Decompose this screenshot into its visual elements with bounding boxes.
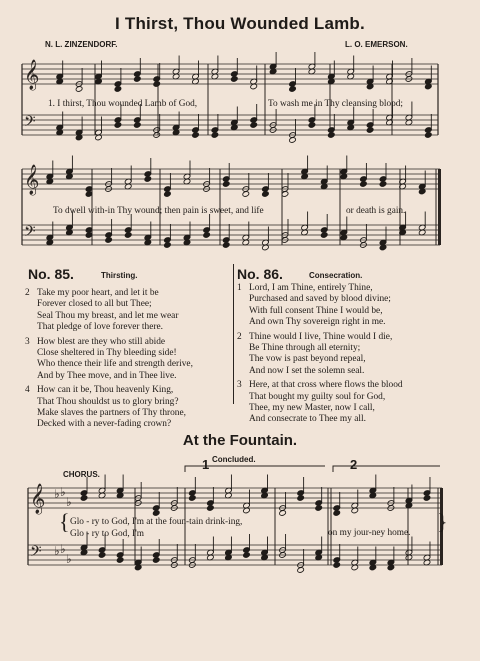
note-head — [333, 562, 341, 569]
hymn-86-subtitle: Consecration. — [309, 271, 363, 280]
verse-line: Take my poor heart, and let it be — [37, 288, 159, 298]
verse — [25, 337, 230, 383]
final-bar — [438, 169, 441, 245]
chorus-lyric-2: Glo - ry to God, I'm — [70, 529, 144, 539]
note-head — [279, 510, 287, 517]
lyric-line-1-right: To wash me in Thy cleansing blood; — [268, 99, 403, 109]
note-head — [289, 86, 297, 93]
flat-icon: ♭ — [66, 495, 72, 509]
verse-line: Lord, I am Thine, entirely Thine, — [249, 283, 373, 293]
verse-number: 4 — [25, 385, 30, 396]
verse-line: And own Thy sovereign right in me. — [249, 317, 386, 328]
verse-number: 2 — [237, 331, 242, 342]
note-head — [250, 122, 258, 129]
hymn-85-verses — [25, 288, 230, 434]
flat-icon: ♭ — [54, 544, 60, 558]
music-system-3 — [0, 458, 480, 648]
note-head — [297, 495, 305, 502]
note-head — [320, 232, 328, 239]
hymn-86-verses — [237, 283, 452, 429]
bass-clef-icon: 𝄢 — [24, 113, 36, 134]
note-head — [164, 242, 172, 249]
note-head — [425, 132, 433, 139]
verse — [237, 380, 452, 426]
verse-number: 2 — [25, 288, 30, 298]
flat-icon: ♭ — [60, 542, 66, 556]
note-head — [297, 567, 305, 574]
note-head — [192, 132, 200, 139]
verse-line: And now I set the solemn seal. — [249, 365, 365, 376]
lyric-brace-right: } — [437, 509, 448, 534]
verse-line: Who thence their life and strength derive, — [37, 359, 193, 370]
hymn-2-title: At the Fountain. — [182, 432, 298, 449]
chorus-lyric-3: on my jour-ney home. — [328, 528, 411, 538]
note-head — [116, 557, 124, 564]
treble-clef-icon: 𝄞 — [24, 60, 40, 90]
verse-line: Seal Thou my breast, and let me wear — [37, 310, 179, 321]
note-head — [211, 132, 219, 139]
note-head — [222, 242, 230, 249]
note-head — [360, 181, 368, 188]
lyric-line-2-left: To dwell with-in Thy wound; then pain is sweet, and life — [53, 206, 264, 216]
hymn-85-subtitle: Thirsting. — [101, 271, 138, 280]
treble-clef-icon: 𝄞 — [24, 165, 40, 195]
note-head — [164, 191, 172, 198]
verse-line: With full consent Thine I would be, — [249, 305, 383, 316]
note-head — [308, 122, 316, 129]
note-head — [98, 552, 106, 559]
verse-line: The vow is past beyond repeal, — [249, 354, 366, 365]
chorus-label: CHORUS. — [63, 470, 100, 479]
verse-line: Make slaves the partners of Thy throne, — [37, 408, 187, 419]
verse — [25, 288, 230, 334]
note-head — [262, 191, 270, 198]
hymn-title: I Thirst, Thou Wounded Lamb. — [115, 14, 365, 33]
verse-line: Thee, my new Master, now I call, — [249, 403, 375, 414]
note-head — [153, 81, 161, 88]
note-head — [222, 181, 230, 188]
composer-credit: L. O. EMERSON. — [345, 40, 408, 49]
note-head — [315, 505, 323, 512]
verse-line: Here, at that cross where flows the blood — [249, 380, 403, 391]
verse-number: 1 — [237, 283, 242, 293]
note-head — [124, 232, 132, 239]
verse-line: That bought my guilty soul for God, — [249, 391, 386, 402]
verse-line: Forever closed to all but Thee; — [37, 299, 152, 310]
note-head — [80, 495, 88, 502]
verse-line: Be Thine through all eternity; — [249, 343, 361, 354]
note-head — [423, 495, 431, 502]
treble-clef-icon: 𝄞 — [30, 484, 46, 514]
flat-icon: ♭ — [54, 487, 60, 501]
verse-line: How blest are they who still abide — [37, 336, 166, 347]
verse-number: 3 — [237, 380, 242, 391]
note-head — [333, 510, 341, 517]
note-head — [379, 181, 387, 188]
column-divider — [233, 264, 234, 404]
flat-icon: ♭ — [66, 552, 72, 566]
note-head — [203, 232, 211, 239]
note-head — [134, 76, 142, 83]
concluded-label: Concluded. — [212, 455, 256, 464]
verse-number: 3 — [25, 336, 30, 347]
bass-clef-icon: 𝄢 — [24, 223, 36, 244]
note-head — [189, 495, 197, 502]
chorus-lyric-1: Glo - ry to God, I'm at the foun-tain drink-ing, — [70, 517, 243, 527]
note-head — [243, 552, 251, 559]
note-head — [289, 137, 297, 144]
second-ending-number: 2 — [350, 457, 358, 472]
note-head — [75, 86, 83, 93]
note-head — [152, 510, 160, 517]
hymn-85-number: No. 85. — [28, 266, 74, 282]
note-head — [114, 86, 122, 93]
verse-line: Close sheltered in Thy bleeding side! — [37, 348, 177, 359]
verse — [237, 332, 452, 378]
note-head — [105, 237, 113, 244]
note-head — [134, 122, 142, 129]
verse-line: Decked with a never-fading crown? — [37, 419, 172, 430]
note-head — [242, 191, 250, 198]
note-head — [114, 122, 122, 129]
lyricist-credit: N. L. ZINZENDORF. — [45, 40, 118, 49]
bass-clef-icon: 𝄢 — [30, 543, 42, 564]
lyric-line-2-right: or death is gain. — [346, 206, 406, 216]
verse-line: And by Thee move, and in Thee live. — [37, 370, 177, 381]
verse — [25, 385, 230, 431]
verse-line: How can it be, Thou heavenly King, — [37, 385, 174, 396]
verse-line: Thine would I live, Thine would I die, — [249, 331, 393, 342]
note-head — [207, 505, 215, 512]
note-head — [328, 132, 336, 139]
note-head — [152, 557, 160, 564]
lyric-brace-left: { — [59, 509, 70, 534]
verse-line: That Thou shouldst us to glory bring? — [37, 396, 179, 407]
verse — [237, 283, 452, 329]
first-ending-number: 1 — [202, 457, 210, 472]
note-head — [144, 176, 152, 183]
lyric-line-1-left: 1. I thirst, Thou wounded Lamb of God, — [48, 99, 198, 109]
hymn-86-number: No. 86. — [237, 266, 283, 282]
flat-icon: ♭ — [60, 485, 66, 499]
note-head — [231, 76, 239, 83]
verse-line: Purchased and saved by blood divine; — [249, 294, 391, 305]
verse-line: That pledge of love forever there. — [37, 322, 163, 333]
note-head — [366, 127, 374, 134]
verse-line: And consecrate to Thee my all. — [249, 414, 366, 425]
